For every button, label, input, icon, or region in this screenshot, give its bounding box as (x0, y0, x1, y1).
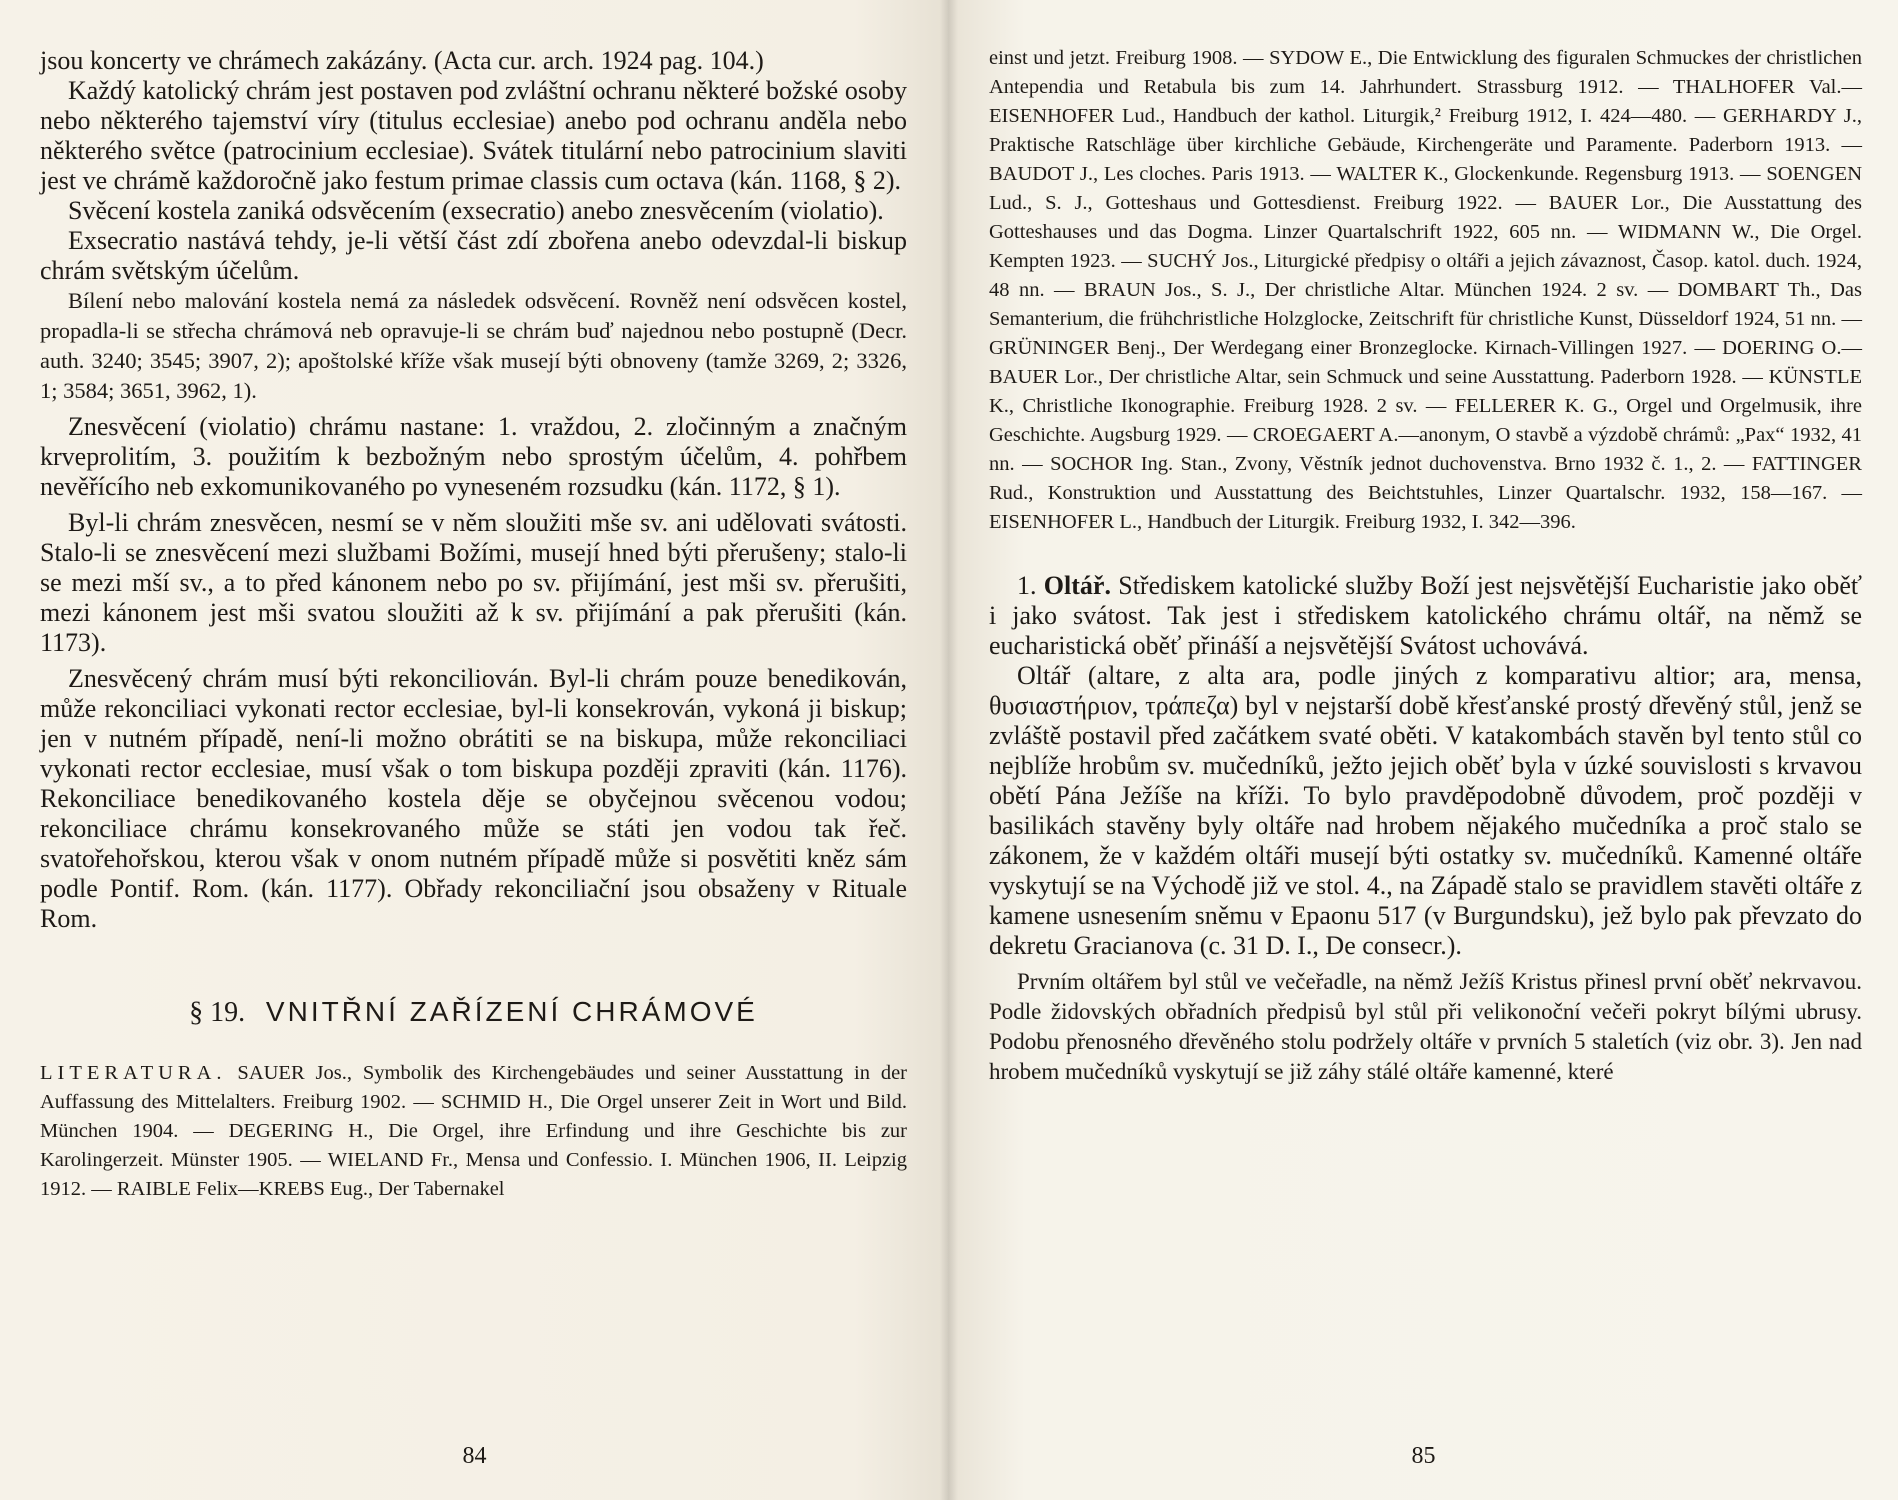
paragraph-7: Byl-li chrám znesvěcen, nesmí se v něm sloužiti mše sv. ani udělovati svátosti. Stalo-li se znesvěcení mezi službami Božími, musejí hned býti přerušeny; stalo-li se mezi mší sv., a to před kánonem nebo po sv. přijímání, jest mši sv. přerušiti, mezi kánonem jest mši svatou sloužiti až k sv. přijímání a pak přerušiti (kán. 1173). (40, 508, 907, 657)
altar-paragraph-3: Prvním oltářem byl stůl ve večeřadle, na němž Ježíš Kristus přinesl první oběť nekrvavou. Podle židovských obřadních předpisů byl stůl při velikonoční večeři pokryt bílými ubrusy. Podobu přenosného dřevěného stolu podržely oltáře v prvních 5 staletích (viz obr. 3). Jen nad hrobem mučedníků vyskytují se již záhy stálé oltáře kamenné, které (989, 969, 1862, 1084)
paragraph-1: jsou koncerty ve chrámech zakázány. (Acta cur. arch. 1924 pag. 104.) (40, 46, 764, 75)
altar-section-title: Oltář. (1043, 571, 1111, 600)
altar-paragraph-1-text: Střediskem katolické služby Boží jest nejsvětější Eucharistie jako oběť i jako svátost. Tak jest i střediskem katolického chrámu oltář, na němž se eucharistická oběť přináší a nejsvětější Svátost uchovává. (989, 571, 1863, 660)
paragraph-6: Znesvěcení (violatio) chrámu nastane: 1. vraždou, 2. zločinným a značným krveprolitím, 3. použitím k bezbožným nebo sprostým účelům, 4. pohřbem nevěřícího neb exkomunikovaného po vyneseném rozsudku (kán. 1172, § 1). (40, 412, 907, 501)
altar-paragraph-1 (989, 571, 1862, 661)
altar-section-number: 1. (1017, 571, 1037, 600)
literature-text: SAUER Jos., Symbolik des Kirchengebäudes und seiner Ausstattung in der Auffassung des Mittelalters. Freiburg 1902. — SCHMID H., Die Orgel unserer Zeit in Wort und Bild. München 1904. — DEGERING H., Die Orgel, ihre Erfindung und ihre Geschichte bis zur Karolingerzeit. Münster 1905. — WIELAND Fr., Mensa und Confessio. I. München 1906, II. Leipzig 1912. — RAIBLE Felix—KREBS Eug., Der Tabernakel (40, 1062, 907, 1200)
paragraph-2: Každý katolický chrám jest postaven pod zvláštní ochranu některé božské osoby nebo některého tajemství víry (titulus ecclesiae) anebo pod ochranu anděla nebo některého světce (patrocinium ecclesiae). Svátek titulární nebo patrocinium slaviti jest ve chrámě každoročně jako festum primae classis cum octava (kán. 1168, § 2). (40, 76, 907, 195)
literature-block (40, 1059, 907, 1204)
book-gutter (940, 0, 958, 1500)
section-heading (40, 996, 907, 1029)
paragraph-3: Svěcení kostela zaniká odsvěcením (exsecratio) anebo znesvěcením (violatio). (68, 196, 884, 225)
altar-paragraph-2: Oltář (altare, z alta ara, podle jiných z komparativu altior; ara, mensa, θυσιαστήριον, τράπεζα) byl v nejstarší době křesťanské prostý dřevěný stůl, jenž se zvláště postavil před začátkem svaté oběti. V katakombách stavěn byl tento stůl co nejblíže hrobům sv. mučedníků, ježto jejich oběť byla v úzké souvislosti s krvavou obětí Pána Ježíše na kříži. To bylo pravděpodobně důvodem, proč později v basilikách stavěny byly oltáře nad hrobem nějakého mučedníka a proč stalo se zákonem, že v každém oltáři musejí býti ostatky sv. mučedníků. Kamenné oltáře vyskytují se na Východě již ve stol. 4., na Západě stalo se pravidlem stavěti oltáře z kamene usnesením sněmu v Epaonu 517 (v Burgundsku), jež bylo pak převzato do dekretu Gracianova (c. 31 D. I., De consecr.). (989, 661, 1862, 960)
literature-continued: einst und jetzt. Freiburg 1908. — SYDOW E., Die Entwicklung des figuralen Schmuckes der christlichen Antependia und Retabula bis zum 14. Jahrhundert. Strassburg 1912. — THALHOFER Val.—EISENHOFER Lud., Handbuch der kathol. Liturgik,² Freiburg 1912, I. 424—480. — GERHARDY J., Praktische Ratschläge über kirchliche Gebäude, Kirchengeräte und Paramente. Paderborn 1913. — BAUDOT J., Les cloches. Paris 1913. — WALTER K., Glockenkunde. Regensburg 1913. — SOENGEN Lud., S. J., Gotteshaus und Gottesdienst. Freiburg 1922. — BAUER Lor., Die Ausstattung des Gotteshauses und das Dogma. Linzer Quartalschrift 1922, 605 nn. — WIDMANN W., Die Orgel. Kempten 1923. — SUCHÝ Jos., Liturgické předpisy o oltáři a jejich závaznost, Časop. katol. duch. 1924, 48 nn. — BRAUN Jos., S. J., Der christliche Altar. München 1924. 2 sv. — DOMBART Th., Das Semanterium, die frühchristliche Holzglocke, Zeitschrift für christliche Kunst, Düsseldorf 1924, 51 nn. — GRÜNINGER Benj., Der Werdegang einer Bronzeglocke. Kirnach-Villingen 1927. — DOERING O.—BAUER Lor., Der christliche Altar, sein Schmuck und seine Ausstattung. Paderborn 1928. — KÜNSTLE K., Christliche Ikonographie. Freiburg 1928. 2 sv. — FELLERER K. G., Orgel und Orgelmusik, ihre Geschichte. Augsburg 1929. — CROEGAERT A.—anonym, O stavbě a výzdobě chrámů: „Pax“ 1932, 41 nn. — SOCHOR Ing. Stan., Zvony, Věstník jednot duchovenstva. Brno 1932 č. 1., 2. — FATTINGER Rud., Konstruktion und Ausstattung des Beichtstuhles, Linzer Quartalschr. 1932, 158—167. — EISENHOFER L., Handbuch der Liturgik. Freiburg 1932, I. 342—396. (989, 47, 1862, 533)
page-number-left: 84 (462, 1443, 487, 1469)
paragraph-8: Znesvěcený chrám musí býti rekonciliován. Byl-li chrám pouze benedikován, může rekonciliaci vykonati rector ecclesiae, byl-li konsekrován, vykoná ji biskup; jen v nutném případě, není-li možno obrátiti se na biskupa, může rekonciliaci vykonati rector ecclesiae, musí však o tom biskupa později zpraviti (kán. 1176). Rekonciliace benedikovaného kostela děje se obyčejnou svěcenou vodou; rekonciliace chrámu konsekrovaného může se státi jen vodou tak řeč. svatořehořskou, kterou však v onom nutném případě může si posvětiti kněz sám podle Pontif. Rom. (kán. 1177). Obřady rekonciliační jsou obsaženy v Rituale Rom. (40, 664, 907, 933)
section-title: VNITŘNÍ ZAŘÍZENÍ CHRÁMOVÉ (265, 996, 758, 1027)
section-number: § 19. (189, 997, 246, 1028)
paragraph-5: Bílení nebo malování kostela nemá za následek odsvěcení. Rovněž není odsvěcen kostel, propadla-li se střecha chrámová neb opravuje-li se chrám buď najednou nebo postupně (Decr. auth. 3240; 3545; 3907, 2); apoštolské kříže však musejí býti obnoveny (tamže 3269, 2; 3326, 1; 3584; 3651, 3962, 1). (40, 288, 907, 403)
page-number-right: 85 (1411, 1443, 1436, 1469)
paragraph-4: Exsecratio nastává tehdy, je-li větší část zdí zbořena anebo odevzdal-li biskup chrám světským účelům. (40, 226, 907, 285)
literature-label: LITERATURA. (40, 1062, 227, 1084)
right-page (949, 0, 1898, 1500)
